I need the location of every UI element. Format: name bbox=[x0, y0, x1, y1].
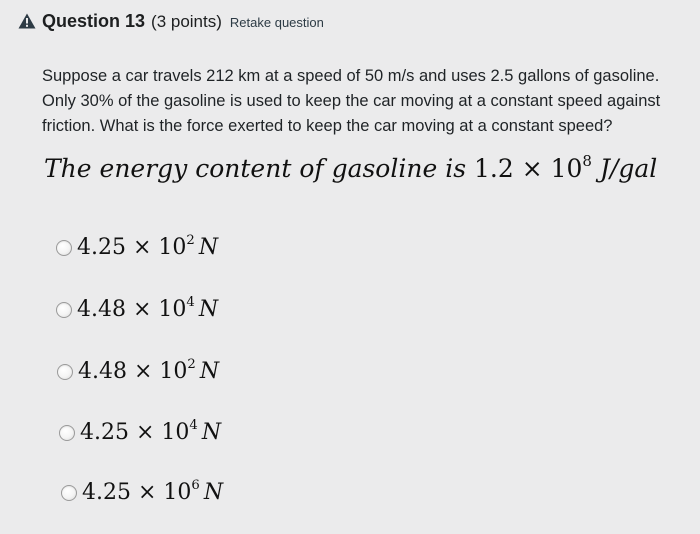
answer-times: × bbox=[132, 235, 152, 260]
answer-exponent: 4 bbox=[189, 418, 198, 434]
radio-button[interactable] bbox=[61, 485, 77, 501]
answer-times: × bbox=[135, 420, 155, 445]
question-text-line: Only 30% of the gasoline is used to keep the car moving at a constant speed against bbox=[42, 92, 661, 110]
answer-times: × bbox=[137, 480, 157, 505]
energy-unit: J/gal bbox=[599, 154, 658, 183]
answer-text bbox=[80, 420, 221, 445]
answer-mantissa: 4.48 bbox=[78, 359, 127, 384]
energy-times: × bbox=[521, 154, 543, 183]
radio-button[interactable] bbox=[56, 240, 72, 256]
answer-times: × bbox=[133, 359, 153, 384]
energy-content-statement bbox=[44, 151, 658, 183]
answer-base: 10 bbox=[158, 297, 187, 322]
answer-mantissa: 4.25 bbox=[80, 420, 129, 445]
answer-times: × bbox=[132, 297, 152, 322]
question-text-line: friction. What is the force exerted to keep the car moving at a constant speed? bbox=[42, 117, 613, 135]
answer-exponent: 6 bbox=[191, 478, 200, 494]
answer-unit: N bbox=[203, 480, 224, 505]
answer-option[interactable] bbox=[61, 480, 223, 505]
energy-exponent: 8 bbox=[582, 151, 592, 170]
radio-button[interactable] bbox=[59, 425, 75, 441]
question-text-line: Suppose a car travels 212 km at a speed of 50 m/s and uses 2.5 gallons of gasoline. bbox=[42, 67, 660, 85]
answer-base: 10 bbox=[158, 235, 187, 260]
warning-icon bbox=[18, 13, 36, 29]
retake-question-label: Retake question bbox=[229, 15, 324, 30]
answer-text bbox=[77, 297, 218, 322]
radio-button[interactable] bbox=[56, 302, 72, 318]
question-points: (3 points) bbox=[151, 12, 222, 31]
answer-mantissa: 4.25 bbox=[77, 235, 126, 260]
answer-text bbox=[82, 480, 223, 505]
answer-unit: N bbox=[199, 359, 220, 384]
answer-base: 10 bbox=[159, 359, 188, 384]
energy-base: 10 bbox=[550, 154, 583, 183]
answer-option[interactable] bbox=[56, 297, 218, 322]
answer-unit: N bbox=[198, 235, 219, 260]
answer-option[interactable] bbox=[57, 359, 219, 384]
question-title: Question 13 bbox=[42, 11, 146, 31]
answer-text bbox=[78, 359, 219, 384]
question-text bbox=[42, 64, 692, 139]
answer-exponent: 2 bbox=[187, 357, 196, 373]
question-header bbox=[18, 11, 324, 32]
answer-exponent: 4 bbox=[186, 295, 195, 311]
answer-unit: N bbox=[201, 420, 222, 445]
energy-text: The energy content of gasoline is bbox=[44, 154, 467, 183]
answer-base: 10 bbox=[163, 480, 192, 505]
energy-mantissa: 1.2 bbox=[473, 154, 514, 183]
answer-exponent: 2 bbox=[186, 233, 195, 249]
radio-button[interactable] bbox=[57, 364, 73, 380]
answer-base: 10 bbox=[161, 420, 190, 445]
answer-option[interactable] bbox=[59, 420, 221, 445]
answer-unit: N bbox=[198, 297, 219, 322]
answer-mantissa: 4.25 bbox=[82, 480, 131, 505]
answer-text bbox=[77, 235, 218, 260]
answer-mantissa: 4.48 bbox=[77, 297, 126, 322]
answer-option[interactable] bbox=[56, 235, 218, 260]
